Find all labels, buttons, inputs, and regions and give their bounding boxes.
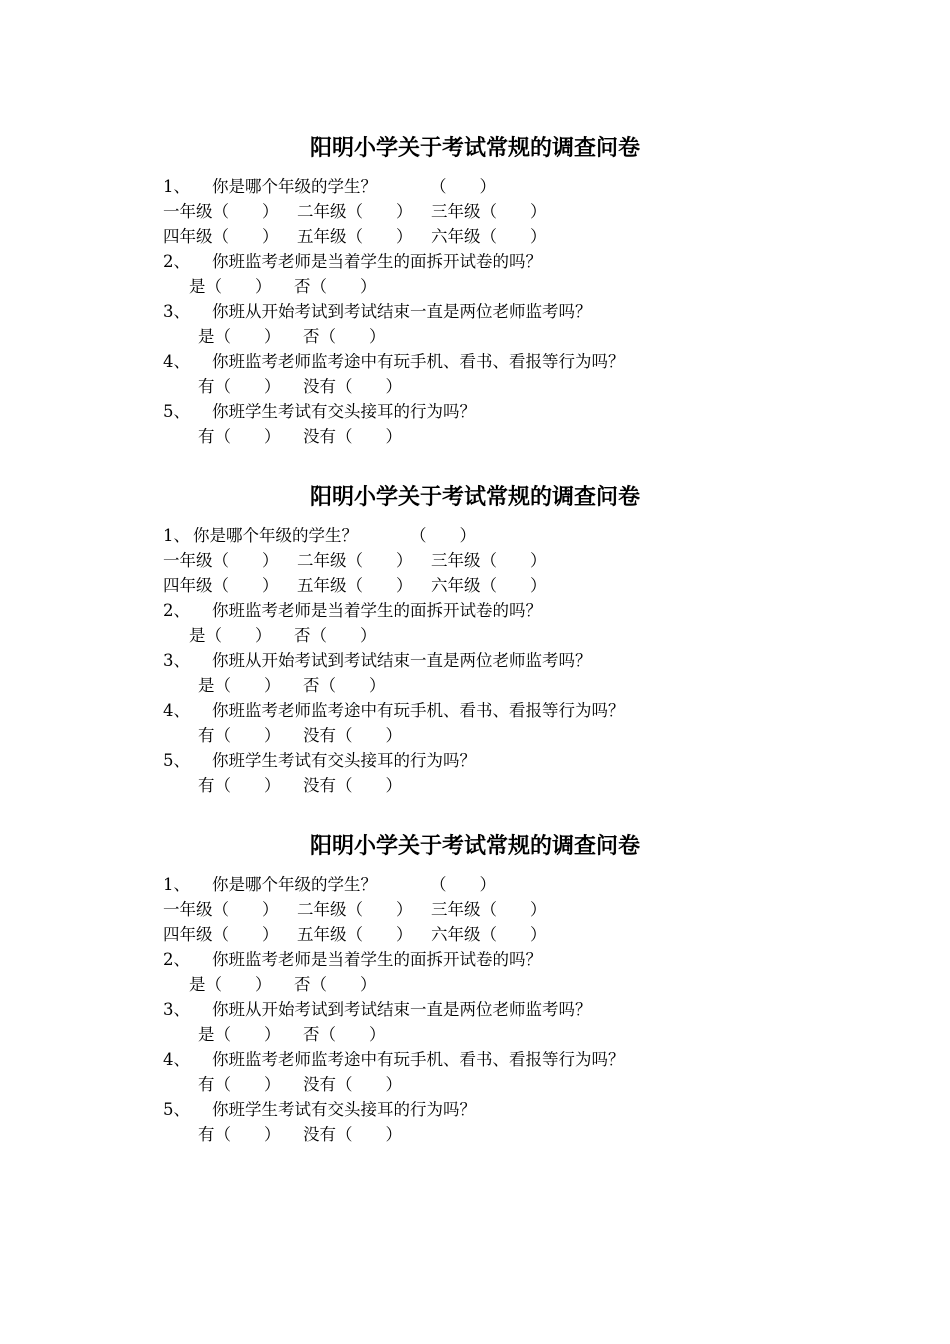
grade-option: 四年级（ ） (163, 576, 279, 595)
question-3 (0, 648, 592, 673)
grade-option: 二年级（ ） (297, 202, 413, 221)
question-number: 2、 (163, 601, 190, 620)
question-4-options (0, 1072, 402, 1097)
question-2 (0, 249, 542, 274)
question-number: 1、 (163, 526, 190, 545)
option-yes: 有（ ） (198, 377, 281, 396)
question-5-options (0, 1122, 402, 1147)
question-2-options (0, 972, 377, 997)
question-4 (0, 698, 625, 723)
question-3 (0, 997, 592, 1022)
grade-option: 三年级（ ） (431, 202, 547, 221)
question-number: 2、 (163, 950, 190, 969)
option-yes: 是（ ） (198, 1025, 281, 1044)
option-yes: 是（ ） (198, 327, 281, 346)
question-text: 你班学生考试有交头接耳的行为吗？ (212, 402, 476, 421)
question-number: 4、 (163, 1050, 190, 1069)
question-3 (0, 299, 592, 324)
grade-option: 二年级（ ） (297, 900, 413, 919)
option-yes: 是（ ） (189, 626, 272, 645)
survey-sheet-3 (0, 832, 950, 1152)
option-no: 没有（ ） (303, 726, 402, 745)
grade-options-row-2 (0, 573, 547, 598)
answer-blank: （ ） (430, 177, 496, 196)
question-number: 4、 (163, 701, 190, 720)
question-number: 3、 (163, 651, 190, 670)
grade-option: 一年级（ ） (163, 202, 279, 221)
grade-option: 二年级（ ） (297, 551, 413, 570)
question-number: 5、 (163, 751, 190, 770)
question-text: 你班从开始考试到考试结束一直是两位老师监考吗？ (212, 1000, 592, 1019)
option-no: 否（ ） (303, 676, 386, 695)
option-yes: 有（ ） (198, 726, 281, 745)
survey-sheet-1 (0, 134, 950, 454)
option-yes: 是（ ） (189, 277, 272, 296)
option-no: 否（ ） (294, 626, 377, 645)
option-yes: 有（ ） (198, 427, 281, 446)
grade-option: 四年级（ ） (163, 925, 279, 944)
question-number: 5、 (163, 1100, 190, 1119)
question-5 (0, 1097, 476, 1122)
grade-option: 三年级（ ） (431, 900, 547, 919)
question-text: 你是哪个年级的学生？ (212, 177, 377, 196)
question-text: 你班监考老师是当着学生的面拆开试卷的吗？ (212, 601, 542, 620)
option-no: 否（ ） (294, 975, 377, 994)
option-no: 否（ ） (303, 327, 386, 346)
question-text: 你班从开始考试到考试结束一直是两位老师监考吗？ (212, 302, 592, 321)
question-text: 你班学生考试有交头接耳的行为吗？ (212, 751, 476, 770)
survey-title: 阳明小学关于考试常规的调查问卷 (309, 485, 640, 510)
question-number: 3、 (163, 1000, 190, 1019)
question-4-options (0, 374, 402, 399)
question-5-options (0, 773, 402, 798)
question-4 (0, 1047, 625, 1072)
grade-options-row-2 (0, 224, 547, 249)
question-4 (0, 349, 625, 374)
question-5-options (0, 424, 402, 449)
question-number: 5、 (163, 402, 190, 421)
question-2-options (0, 623, 377, 648)
grade-option: 一年级（ ） (163, 900, 279, 919)
question-text: 你是哪个年级的学生？ (212, 875, 377, 894)
answer-blank: （ ） (430, 875, 496, 894)
grade-option: 五年级（ ） (297, 227, 413, 246)
survey-title: 阳明小学关于考试常规的调查问卷 (309, 834, 640, 859)
question-3-options (0, 1022, 386, 1047)
grade-option: 一年级（ ） (163, 551, 279, 570)
option-no: 没有（ ） (303, 1075, 402, 1094)
option-no: 没有（ ） (303, 427, 402, 446)
survey-title: 阳明小学关于考试常规的调查问卷 (309, 136, 640, 161)
question-text: 你班监考老师监考途中有玩手机、看书、看报等行为吗？ (212, 352, 625, 371)
option-no: 没有（ ） (303, 377, 402, 396)
question-number: 2、 (163, 252, 190, 271)
option-yes: 有（ ） (198, 1125, 281, 1144)
option-no: 没有（ ） (303, 1125, 402, 1144)
question-number: 1、 (163, 875, 190, 894)
grade-options-row-1 (0, 897, 547, 922)
question-text: 你班监考老师是当着学生的面拆开试卷的吗？ (212, 252, 542, 271)
option-yes: 有（ ） (198, 1075, 281, 1094)
grade-option: 六年级（ ） (431, 576, 547, 595)
question-2 (0, 947, 542, 972)
question-text: 你班监考老师监考途中有玩手机、看书、看报等行为吗？ (212, 701, 625, 720)
question-1 (0, 872, 496, 897)
grade-options-row-1 (0, 199, 547, 224)
grade-option: 四年级（ ） (163, 227, 279, 246)
option-yes: 是（ ） (189, 975, 272, 994)
question-3-options (0, 673, 386, 698)
option-no: 没有（ ） (303, 776, 402, 795)
question-number: 1、 (163, 177, 190, 196)
grade-option: 五年级（ ） (297, 576, 413, 595)
question-text: 你班监考老师监考途中有玩手机、看书、看报等行为吗？ (212, 1050, 625, 1069)
grade-option: 三年级（ ） (431, 551, 547, 570)
question-2 (0, 598, 542, 623)
grade-option: 六年级（ ） (431, 925, 547, 944)
question-3-options (0, 324, 386, 349)
grade-option: 五年级（ ） (297, 925, 413, 944)
question-1 (0, 174, 496, 199)
question-text: 你班监考老师是当着学生的面拆开试卷的吗？ (212, 950, 542, 969)
question-number: 4、 (163, 352, 190, 371)
grade-options-row-1 (0, 548, 547, 573)
question-5 (0, 748, 476, 773)
option-yes: 是（ ） (198, 676, 281, 695)
survey-sheet-2 (0, 483, 950, 803)
question-text: 你是哪个年级的学生？ (193, 526, 358, 545)
grade-options-row-2 (0, 922, 547, 947)
question-text: 你班从开始考试到考试结束一直是两位老师监考吗？ (212, 651, 592, 670)
question-number: 3、 (163, 302, 190, 321)
question-5 (0, 399, 476, 424)
question-4-options (0, 723, 402, 748)
option-no: 否（ ） (303, 1025, 386, 1044)
question-2-options (0, 274, 377, 299)
grade-option: 六年级（ ） (431, 227, 547, 246)
question-1 (0, 523, 476, 548)
answer-blank: （ ） (410, 526, 476, 545)
question-text: 你班学生考试有交头接耳的行为吗？ (212, 1100, 476, 1119)
option-no: 否（ ） (294, 277, 377, 296)
option-yes: 有（ ） (198, 776, 281, 795)
